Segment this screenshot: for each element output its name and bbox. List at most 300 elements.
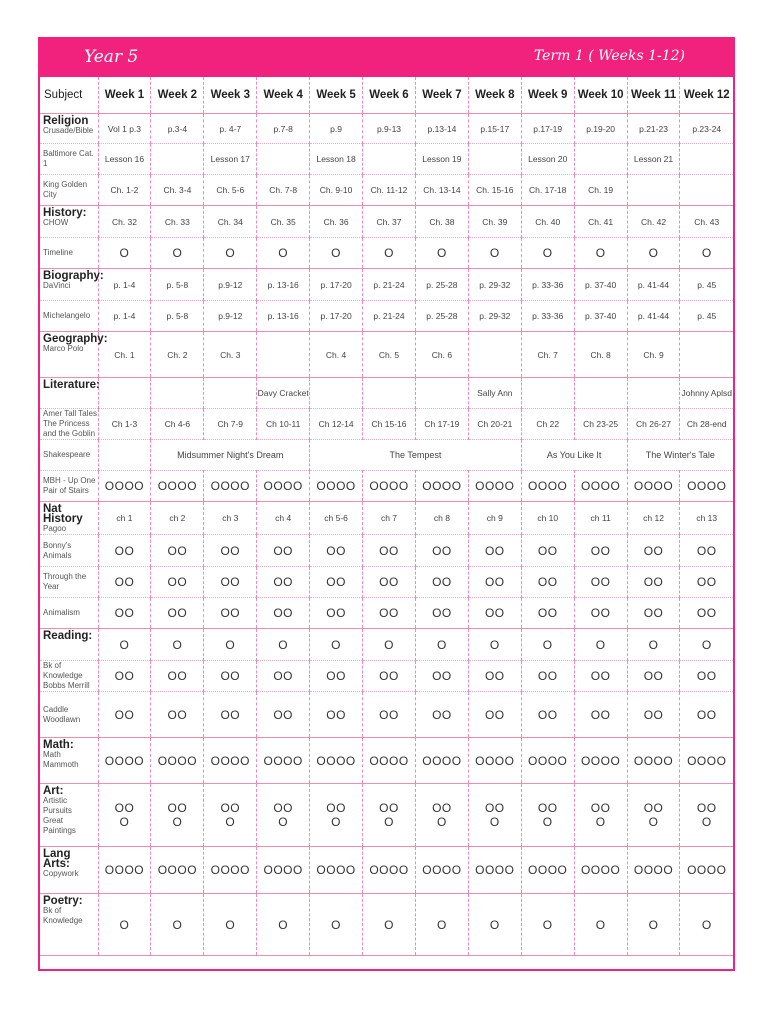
assignment-cell: OO O xyxy=(468,784,521,847)
assignment-span: As You Like It xyxy=(521,440,627,471)
table-row xyxy=(40,175,733,206)
week-header-10: Week 10 xyxy=(574,77,627,114)
subject-label xyxy=(40,378,98,409)
assignment-cell: OOOO xyxy=(151,738,204,784)
assignment-cell: Vol 1 p.3 xyxy=(98,114,151,144)
assignment-cell: p. 37-40 xyxy=(574,269,627,301)
assignment-cell: Ch. 39 xyxy=(468,206,521,238)
assignment-cell: p.7-8 xyxy=(257,114,310,144)
assignment-span: The Tempest xyxy=(310,440,522,471)
assignment-cell: Lesson 20 xyxy=(521,144,574,175)
assignment-cell: ch 1 xyxy=(98,502,151,535)
resource-name: Bobbs Merrill xyxy=(43,681,90,690)
assignment-cell: OO xyxy=(521,692,574,738)
assignment-cell: OO xyxy=(204,661,257,692)
assignment-cell: p. 21-24 xyxy=(363,301,416,332)
assignment-cell: p. 5-8 xyxy=(151,301,204,332)
assignment-span: Midsummer Night's Dream xyxy=(151,440,310,471)
assignment-cell: ch 9 xyxy=(468,502,521,535)
schedule-body xyxy=(40,114,733,956)
subject-label xyxy=(40,738,98,784)
assignment-cell: OO xyxy=(521,535,574,567)
assignment-cell xyxy=(363,144,416,175)
resource-name: Timeline xyxy=(43,248,73,257)
table-row xyxy=(40,738,733,784)
assignment-cell: Sally Ann xyxy=(468,378,521,409)
assignment-cell: Ch. 36 xyxy=(310,206,363,238)
assignment-cell: OO xyxy=(680,535,733,567)
assignment-cell xyxy=(310,378,363,409)
assignment-cell: Ch. 38 xyxy=(415,206,468,238)
assignment-cell: O xyxy=(204,894,257,956)
assignment-cell: OO xyxy=(363,692,416,738)
assignment-cell: OOOO xyxy=(310,738,363,784)
assignment-cell: OO xyxy=(574,661,627,692)
assignment-cell: OO O xyxy=(574,784,627,847)
assignment-cell: OO xyxy=(521,661,574,692)
assignment-cell: OO xyxy=(151,598,204,629)
subject-header: Subject xyxy=(40,77,98,114)
subject-label xyxy=(40,661,98,692)
table-row xyxy=(40,144,733,175)
assignment-cell: OO xyxy=(680,692,733,738)
assignment-cell: Ch. 7-8 xyxy=(257,175,310,206)
assignment-cell: OOOO xyxy=(98,471,151,502)
resource-name: Copywork xyxy=(43,869,79,878)
week-header-1: Week 1 xyxy=(98,77,151,114)
week-header-3: Week 3 xyxy=(204,77,257,114)
subject-name: Nat History xyxy=(43,503,83,525)
assignment-cell: OO xyxy=(574,692,627,738)
assignment-cell: Ch. 5-6 xyxy=(204,175,257,206)
resource-name: Marco Polo xyxy=(43,344,84,353)
resource-name: MBH - Up One Pair of Stairs xyxy=(43,476,96,495)
assignment-cell: OO xyxy=(680,598,733,629)
assignment-cell: Johnny Aplsd xyxy=(680,378,733,409)
assignment-cell xyxy=(257,332,310,378)
assignment-cell: ch 7 xyxy=(363,502,416,535)
assignment-cell: Ch 23-25 xyxy=(574,409,627,440)
subject-name: Math: xyxy=(43,739,74,751)
assignment-cell: Ch 12-14 xyxy=(310,409,363,440)
assignment-cell: O xyxy=(574,894,627,956)
assignment-cell: OO xyxy=(468,535,521,567)
assignment-cell: p.21-23 xyxy=(627,114,680,144)
assignment-cell: p. 1-4 xyxy=(98,301,151,332)
table-row xyxy=(40,332,733,378)
assignment-cell: Ch. 3 xyxy=(204,332,257,378)
table-row xyxy=(40,502,733,535)
assignment-cell: OOOO xyxy=(363,847,416,894)
subject-label xyxy=(40,784,98,847)
assignment-cell: O xyxy=(521,238,574,269)
assignment-cell xyxy=(151,144,204,175)
assignment-cell: Ch. 9-10 xyxy=(310,175,363,206)
assignment-cell: OO O xyxy=(204,784,257,847)
assignment-cell: ch 13 xyxy=(680,502,733,535)
assignment-cell: OO xyxy=(627,535,680,567)
assignment-cell: OOOO xyxy=(257,738,310,784)
assignment-cell xyxy=(680,175,733,206)
assignment-cell: O xyxy=(98,894,151,956)
subject-label xyxy=(40,847,98,894)
assignment-cell xyxy=(98,378,151,409)
planner-sheet xyxy=(38,37,735,971)
assignment-cell: OO xyxy=(310,535,363,567)
assignment-cell: OOOO xyxy=(310,471,363,502)
assignment-cell: Ch. 37 xyxy=(363,206,416,238)
assignment-cell: Ch. 1 xyxy=(98,332,151,378)
resource-name: Bk of Knowledge xyxy=(43,661,83,680)
assignment-cell: Ch 10-11 xyxy=(257,409,310,440)
assignment-cell: O xyxy=(151,238,204,269)
assignment-cell: p. 37-40 xyxy=(574,301,627,332)
assignment-cell: OO xyxy=(310,567,363,598)
assignment-cell: Ch 1-3 xyxy=(98,409,151,440)
assignment-cell: p. 13-16 xyxy=(257,269,310,301)
assignment-cell: O xyxy=(680,894,733,956)
assignment-cell: Lesson 17 xyxy=(204,144,257,175)
assignment-cell: O xyxy=(363,629,416,661)
assignment-cell: Ch 7-9 xyxy=(204,409,257,440)
assignment-cell: OO xyxy=(363,535,416,567)
assignment-cell: p. 13-16 xyxy=(257,301,310,332)
assignment-cell: OO xyxy=(257,661,310,692)
assignment-cell: OOOO xyxy=(415,847,468,894)
assignment-cell xyxy=(363,378,416,409)
assignment-cell: OO xyxy=(627,598,680,629)
assignment-cell: OO xyxy=(415,661,468,692)
assignment-cell: ch 2 xyxy=(151,502,204,535)
assignment-cell: OO xyxy=(574,598,627,629)
resource-name: Caddle xyxy=(43,704,69,714)
assignment-cell: p.19-20 xyxy=(574,114,627,144)
assignment-cell: Ch. 34 xyxy=(204,206,257,238)
assignment-cell xyxy=(521,378,574,409)
subject-label xyxy=(40,692,98,738)
resource-name: King Golden City xyxy=(43,180,88,199)
assignment-cell: p.9-13 xyxy=(363,114,416,144)
assignment-cell: p.9 xyxy=(310,114,363,144)
subject-label xyxy=(40,114,98,144)
subject-label xyxy=(40,175,98,206)
assignment-cell: OOOO xyxy=(151,847,204,894)
assignment-cell: p. 33-36 xyxy=(521,301,574,332)
assignment-cell: OO xyxy=(415,535,468,567)
assignment-cell: OO O xyxy=(627,784,680,847)
assignment-cell: OO xyxy=(257,535,310,567)
assignment-cell: Ch. 11-12 xyxy=(363,175,416,206)
assignment-cell: O xyxy=(310,894,363,956)
assignment-cell: Ch. 13-14 xyxy=(415,175,468,206)
subject-name: Literature: xyxy=(43,379,100,391)
assignment-cell: Ch. 40 xyxy=(521,206,574,238)
assignment-cell: OOOO xyxy=(521,847,574,894)
table-row xyxy=(40,784,733,847)
assignment-cell: O xyxy=(680,238,733,269)
subject-label xyxy=(40,440,98,471)
assignment-cell: ch 8 xyxy=(415,502,468,535)
assignment-cell: O xyxy=(363,894,416,956)
table-row xyxy=(40,269,733,301)
assignment-cell: OOOO xyxy=(627,847,680,894)
assignment-cell: OO xyxy=(257,598,310,629)
assignment-cell: OO xyxy=(257,692,310,738)
assignment-cell: OO O xyxy=(521,784,574,847)
subject-label xyxy=(40,598,98,629)
assignment-cell: Ch. 35 xyxy=(257,206,310,238)
subject-name: Lang Arts: xyxy=(43,848,71,870)
subject-label xyxy=(40,238,98,269)
week-header-4: Week 4 xyxy=(257,77,310,114)
assignment-cell: OO xyxy=(98,661,151,692)
assignment-cell: OO xyxy=(521,598,574,629)
assignment-cell: OO xyxy=(521,567,574,598)
table-row xyxy=(40,847,733,894)
assignment-cell: O xyxy=(521,894,574,956)
assignment-cell: Ch 28-end xyxy=(680,409,733,440)
assignment-cell: Ch 17-19 xyxy=(415,409,468,440)
week-header-2: Week 2 xyxy=(151,77,204,114)
assignment-cell xyxy=(574,378,627,409)
subject-name: Religion xyxy=(43,115,89,127)
assignment-span xyxy=(98,440,151,471)
assignment-cell xyxy=(151,378,204,409)
assignment-cell: O xyxy=(415,238,468,269)
assignment-cell: p. 29-32 xyxy=(468,301,521,332)
assignment-cell: Ch. 2 xyxy=(151,332,204,378)
assignment-cell: OOOO xyxy=(204,738,257,784)
assignment-cell: OOOO xyxy=(680,471,733,502)
assignment-cell: OO xyxy=(415,567,468,598)
assignment-cell: Ch. 32 xyxy=(98,206,151,238)
assignment-cell: OO O xyxy=(363,784,416,847)
assignment-cell: ch 3 xyxy=(204,502,257,535)
assignment-cell: Lesson 21 xyxy=(627,144,680,175)
assignment-cell: OO xyxy=(98,692,151,738)
resource-name: CHOW xyxy=(43,218,69,227)
assignment-cell: O xyxy=(574,629,627,661)
assignment-cell: Ch. 43 xyxy=(680,206,733,238)
assignment-cell: OOOO xyxy=(204,847,257,894)
assignment-cell: OO xyxy=(151,535,204,567)
assignment-cell: p.9-12 xyxy=(204,269,257,301)
assignment-cell: OOOO xyxy=(574,471,627,502)
header-banner xyxy=(40,39,733,77)
assignment-cell: Ch. 42 xyxy=(627,206,680,238)
assignment-cell: Ch. 8 xyxy=(574,332,627,378)
week-header-11: Week 11 xyxy=(627,77,680,114)
subject-label xyxy=(40,535,98,567)
assignment-cell: O xyxy=(468,894,521,956)
assignment-cell: Ch. 19 xyxy=(574,175,627,206)
assignment-cell: p. 25-28 xyxy=(415,301,468,332)
schedule-table xyxy=(40,77,733,956)
assignment-cell: OOOO xyxy=(415,471,468,502)
assignment-cell: OO xyxy=(415,692,468,738)
term-title: Term 1 ( Weeks 1-12) xyxy=(533,48,685,64)
assignment-cell: OO xyxy=(468,661,521,692)
assignment-cell: OO xyxy=(574,567,627,598)
assignment-cell: OO O xyxy=(310,784,363,847)
assignment-cell: Lesson 18 xyxy=(310,144,363,175)
assignment-cell: Ch. 9 xyxy=(627,332,680,378)
assignment-cell: OO xyxy=(98,535,151,567)
assignment-cell: O xyxy=(257,894,310,956)
assignment-cell: OOOO xyxy=(204,471,257,502)
table-row xyxy=(40,206,733,238)
subject-label xyxy=(40,144,98,175)
assignment-cell: OOOO xyxy=(415,738,468,784)
assignment-cell: p. 5-8 xyxy=(151,269,204,301)
assignment-cell: OO xyxy=(363,567,416,598)
assignment-cell: OOOO xyxy=(310,847,363,894)
header-row xyxy=(40,77,733,114)
week-header-9: Week 9 xyxy=(521,77,574,114)
assignment-cell: OO xyxy=(204,692,257,738)
table-row xyxy=(40,440,733,471)
assignment-cell: ch 5-6 xyxy=(310,502,363,535)
assignment-cell: OOOO xyxy=(468,738,521,784)
assignment-cell: ch 11 xyxy=(574,502,627,535)
table-row xyxy=(40,378,733,409)
assignment-cell: Ch 20-21 xyxy=(468,409,521,440)
assignment-cell: OOOO xyxy=(363,471,416,502)
assignment-cell: O xyxy=(257,238,310,269)
resource-name: Shakespeare xyxy=(43,450,91,459)
table-row xyxy=(40,535,733,567)
assignment-cell: OO xyxy=(204,535,257,567)
year-title: Year 5 xyxy=(84,47,139,67)
assignment-cell: Ch 4-6 xyxy=(151,409,204,440)
assignment-cell: OOOO xyxy=(363,738,416,784)
assignment-cell: OO xyxy=(151,692,204,738)
resource-name: The Princess and the Goblin xyxy=(43,419,96,438)
subject-label xyxy=(40,894,98,956)
assignment-cell: OOOO xyxy=(680,847,733,894)
resource-name: Amer Tall Tales xyxy=(43,409,97,418)
assignment-cell xyxy=(680,332,733,378)
assignment-cell: Ch 15-16 xyxy=(363,409,416,440)
assignment-cell xyxy=(468,144,521,175)
assignment-cell: p. 17-20 xyxy=(310,269,363,301)
table-row xyxy=(40,114,733,144)
assignment-cell: OOOO xyxy=(151,471,204,502)
assignment-cell: O xyxy=(204,238,257,269)
assignment-cell: O xyxy=(468,238,521,269)
assignment-cell: OO xyxy=(363,598,416,629)
assignment-cell xyxy=(204,378,257,409)
assignment-cell: O xyxy=(98,629,151,661)
table-row xyxy=(40,894,733,956)
subject-name: Biography: xyxy=(43,270,104,282)
table-row xyxy=(40,629,733,661)
assignment-cell: p. 21-24 xyxy=(363,269,416,301)
week-header-7: Week 7 xyxy=(415,77,468,114)
assignment-cell: OO xyxy=(468,567,521,598)
resource-name: Michelangelo xyxy=(43,311,91,320)
table-row xyxy=(40,238,733,269)
assignment-cell: OOOO xyxy=(98,738,151,784)
assignment-cell: OOOO xyxy=(468,471,521,502)
assignment-cell: OO xyxy=(204,598,257,629)
assignment-cell: OO xyxy=(151,661,204,692)
assignment-cell: Lesson 16 xyxy=(98,144,151,175)
resource-name: Crusade/Bible xyxy=(43,126,94,135)
assignment-cell: OO xyxy=(468,692,521,738)
assignment-cell: O xyxy=(310,238,363,269)
assignment-cell: OOOO xyxy=(521,471,574,502)
subject-label xyxy=(40,502,98,535)
resource-name: Pagoo xyxy=(43,524,67,533)
assignment-cell: O xyxy=(204,629,257,661)
assignment-cell: O xyxy=(627,629,680,661)
subject-name: Poetry: xyxy=(43,895,83,907)
assignment-cell xyxy=(415,378,468,409)
table-row xyxy=(40,598,733,629)
week-header-6: Week 6 xyxy=(363,77,416,114)
week-header-8: Week 8 xyxy=(468,77,521,114)
assignment-cell: p. 45 xyxy=(680,301,733,332)
assignment-cell: OO xyxy=(627,692,680,738)
assignment-cell: ch 12 xyxy=(627,502,680,535)
assignment-cell: p. 1-4 xyxy=(98,269,151,301)
assignment-cell: ch 4 xyxy=(257,502,310,535)
assignment-cell: OO O xyxy=(98,784,151,847)
assignment-cell: Lesson 19 xyxy=(415,144,468,175)
subject-name: History: xyxy=(43,207,87,219)
subject-name: Geography: xyxy=(43,333,108,345)
assignment-cell: OO xyxy=(574,535,627,567)
assignment-cell xyxy=(468,332,521,378)
assignment-cell: O xyxy=(521,629,574,661)
assignment-cell: OO xyxy=(204,567,257,598)
subject-label xyxy=(40,567,98,598)
assignment-cell: OOOO xyxy=(257,471,310,502)
resource-name: Animalism xyxy=(43,608,80,617)
subject-label xyxy=(40,269,104,301)
assignment-cell: OO xyxy=(98,567,151,598)
assignment-cell: Ch. 7 xyxy=(521,332,574,378)
assignment-cell xyxy=(627,175,680,206)
subject-name: Reading: xyxy=(43,630,93,642)
resource-name: Artistic Pursuits xyxy=(43,796,72,815)
assignment-cell: O xyxy=(310,629,363,661)
assignment-cell: O xyxy=(151,629,204,661)
assignment-cell: Ch. 3-4 xyxy=(151,175,204,206)
subject-label xyxy=(40,409,98,440)
assignment-cell: Ch 22 xyxy=(521,409,574,440)
assignment-cell: O xyxy=(257,629,310,661)
resource-name: Bonny's Animals xyxy=(43,540,72,560)
assignment-cell: O xyxy=(98,238,151,269)
assignment-cell: OO O xyxy=(680,784,733,847)
assignment-cell: OO O xyxy=(151,784,204,847)
assignment-cell: O xyxy=(627,238,680,269)
resource-name: Woodlawn xyxy=(43,714,81,724)
assignment-cell: Ch. 4 xyxy=(310,332,363,378)
table-row xyxy=(40,567,733,598)
assignment-cell xyxy=(680,144,733,175)
resource-name: Math Mammoth xyxy=(43,750,79,769)
assignment-cell: p.17-19 xyxy=(521,114,574,144)
assignment-cell: OOOO xyxy=(627,471,680,502)
assignment-cell: Ch. 1-2 xyxy=(98,175,151,206)
table-row xyxy=(40,409,733,440)
assignment-cell: p. 45 xyxy=(680,269,733,301)
assignment-cell: p.9-12 xyxy=(204,301,257,332)
assignment-cell: OO xyxy=(310,692,363,738)
